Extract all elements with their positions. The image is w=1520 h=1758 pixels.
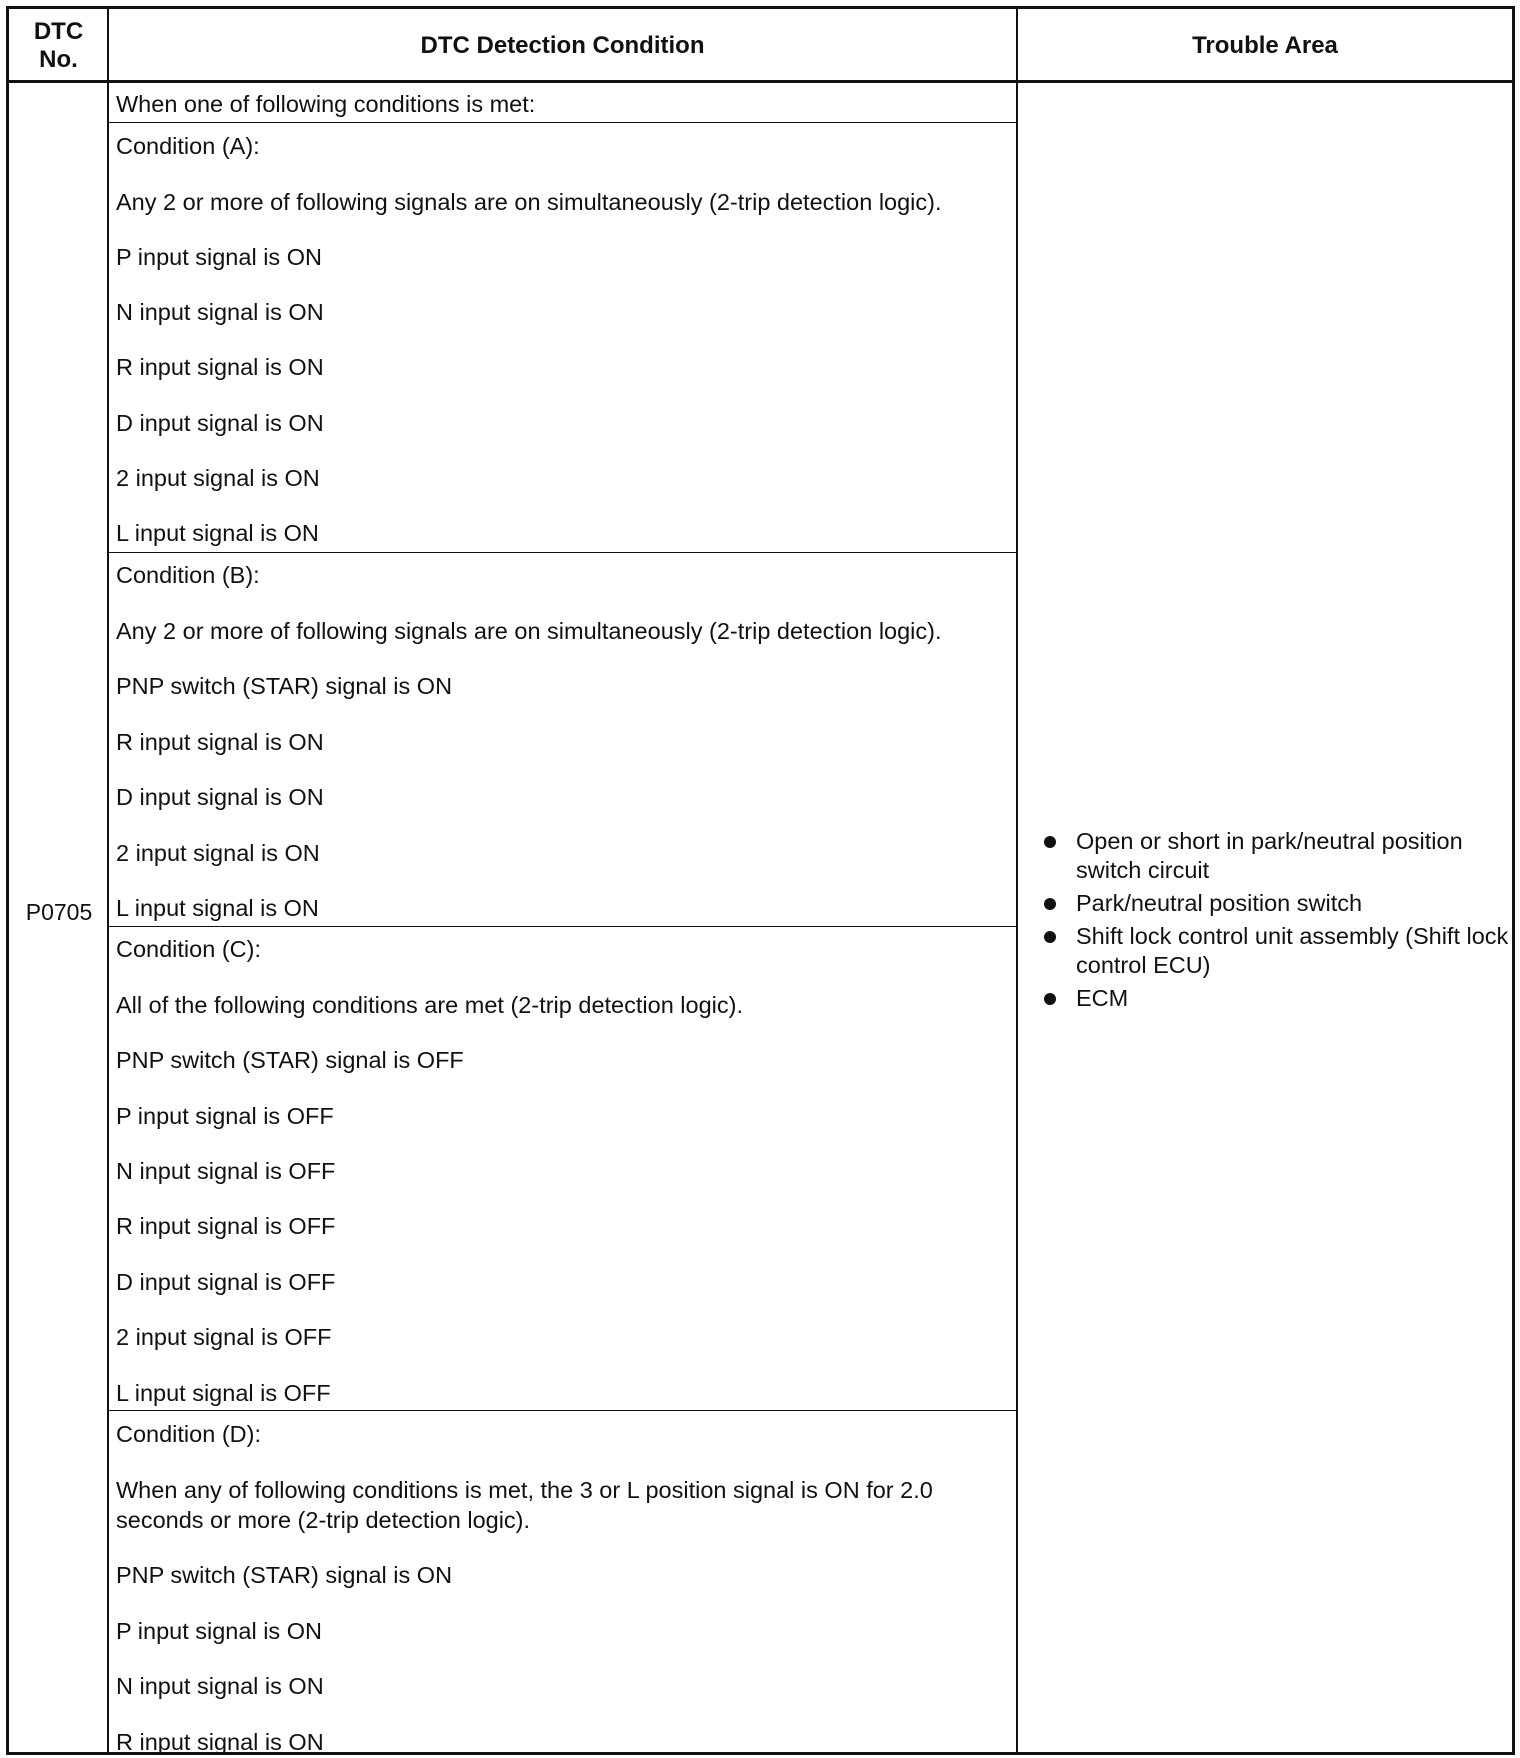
column-divider-1 [107, 9, 109, 1752]
trouble-area-text: Park/neutral position switch [1076, 890, 1363, 916]
condition-c-divider [109, 1410, 1016, 1411]
trouble-area-item [1040, 827, 1510, 885]
condition-c-line: All of the following conditions are met (2-trip detection logic). [116, 992, 743, 1018]
header-dtc-no [9, 9, 108, 82]
intro-text: When one of following conditions is met: [116, 91, 536, 117]
condition-a-divider [109, 552, 1016, 553]
condition-a-line: R input signal is ON [116, 354, 324, 380]
condition-c-line: D input signal is OFF [116, 1269, 336, 1295]
condition-b-line: PNP switch (STAR) signal is ON [116, 673, 453, 699]
condition-a-line: N input signal is ON [116, 299, 324, 325]
column-divider-2 [1016, 9, 1018, 1752]
condition-d-line: N input signal is ON [116, 1673, 324, 1699]
condition-c-line: P input signal is OFF [116, 1103, 334, 1129]
trouble-area-item [1040, 889, 1510, 918]
condition-c-line: 2 input signal is OFF [116, 1324, 332, 1350]
header-detection-condition-label: DTC Detection Condition [420, 31, 705, 59]
bullet-icon [1044, 931, 1056, 943]
condition-a-line: P input signal is ON [116, 244, 322, 270]
condition-b-line: Any 2 or more of following signals are on simultaneously (2-trip detection logic). [116, 618, 942, 644]
condition-c-label: Condition (C): [116, 936, 261, 962]
condition-b-label: Condition (B): [116, 562, 260, 588]
condition-c-line: PNP switch (STAR) signal is OFF [116, 1047, 464, 1073]
intro-divider [109, 122, 1016, 123]
bullet-icon [1044, 898, 1056, 910]
trouble-area-list [1040, 827, 1510, 1017]
trouble-area-text: Shift lock control unit assembly (Shift lock control ECU) [1076, 923, 1509, 978]
dtc-table [6, 6, 1515, 1755]
header-trouble-area [1018, 9, 1512, 82]
header-dtc-no-label: DTC No. [33, 17, 84, 73]
dtc-code: P0705 [25, 899, 93, 925]
condition-a-label: Condition (A): [116, 133, 260, 159]
trouble-area-item [1040, 984, 1510, 1013]
condition-d-line: R input signal is ON [116, 1729, 324, 1755]
condition-d-line: PNP switch (STAR) signal is ON [116, 1562, 453, 1588]
condition-c-line: N input signal is OFF [116, 1158, 336, 1184]
condition-a-line: D input signal is ON [116, 410, 324, 436]
header-trouble-area-label: Trouble Area [1192, 31, 1338, 59]
condition-b-line: D input signal is ON [116, 784, 324, 810]
header-detection-condition [109, 9, 1016, 82]
condition-c-line: R input signal is OFF [116, 1213, 336, 1239]
condition-a-line: L input signal is ON [116, 520, 319, 546]
condition-d-line: seconds or more (2-trip detection logic). [116, 1507, 531, 1533]
trouble-area-item [1040, 922, 1510, 980]
condition-c-line: L input signal is OFF [116, 1380, 331, 1406]
condition-b-line: L input signal is ON [116, 895, 319, 921]
condition-d-label: Condition (D): [116, 1421, 261, 1447]
bullet-icon [1044, 836, 1056, 848]
condition-b-line: 2 input signal is ON [116, 840, 320, 866]
condition-b-divider [109, 926, 1016, 927]
trouble-area-text: ECM [1076, 985, 1129, 1011]
condition-d-line: When any of following conditions is met, the 3 or L position signal is ON for 2.0 [116, 1477, 933, 1503]
trouble-area-text: Open or short in park/neutral position switch circuit [1076, 828, 1463, 883]
condition-a-line: Any 2 or more of following signals are on simultaneously (2-trip detection logic). [116, 189, 942, 215]
condition-d-line: P input signal is ON [116, 1618, 322, 1644]
bullet-icon [1044, 993, 1056, 1005]
condition-b-line: R input signal is ON [116, 729, 324, 755]
condition-a-line: 2 input signal is ON [116, 465, 320, 491]
